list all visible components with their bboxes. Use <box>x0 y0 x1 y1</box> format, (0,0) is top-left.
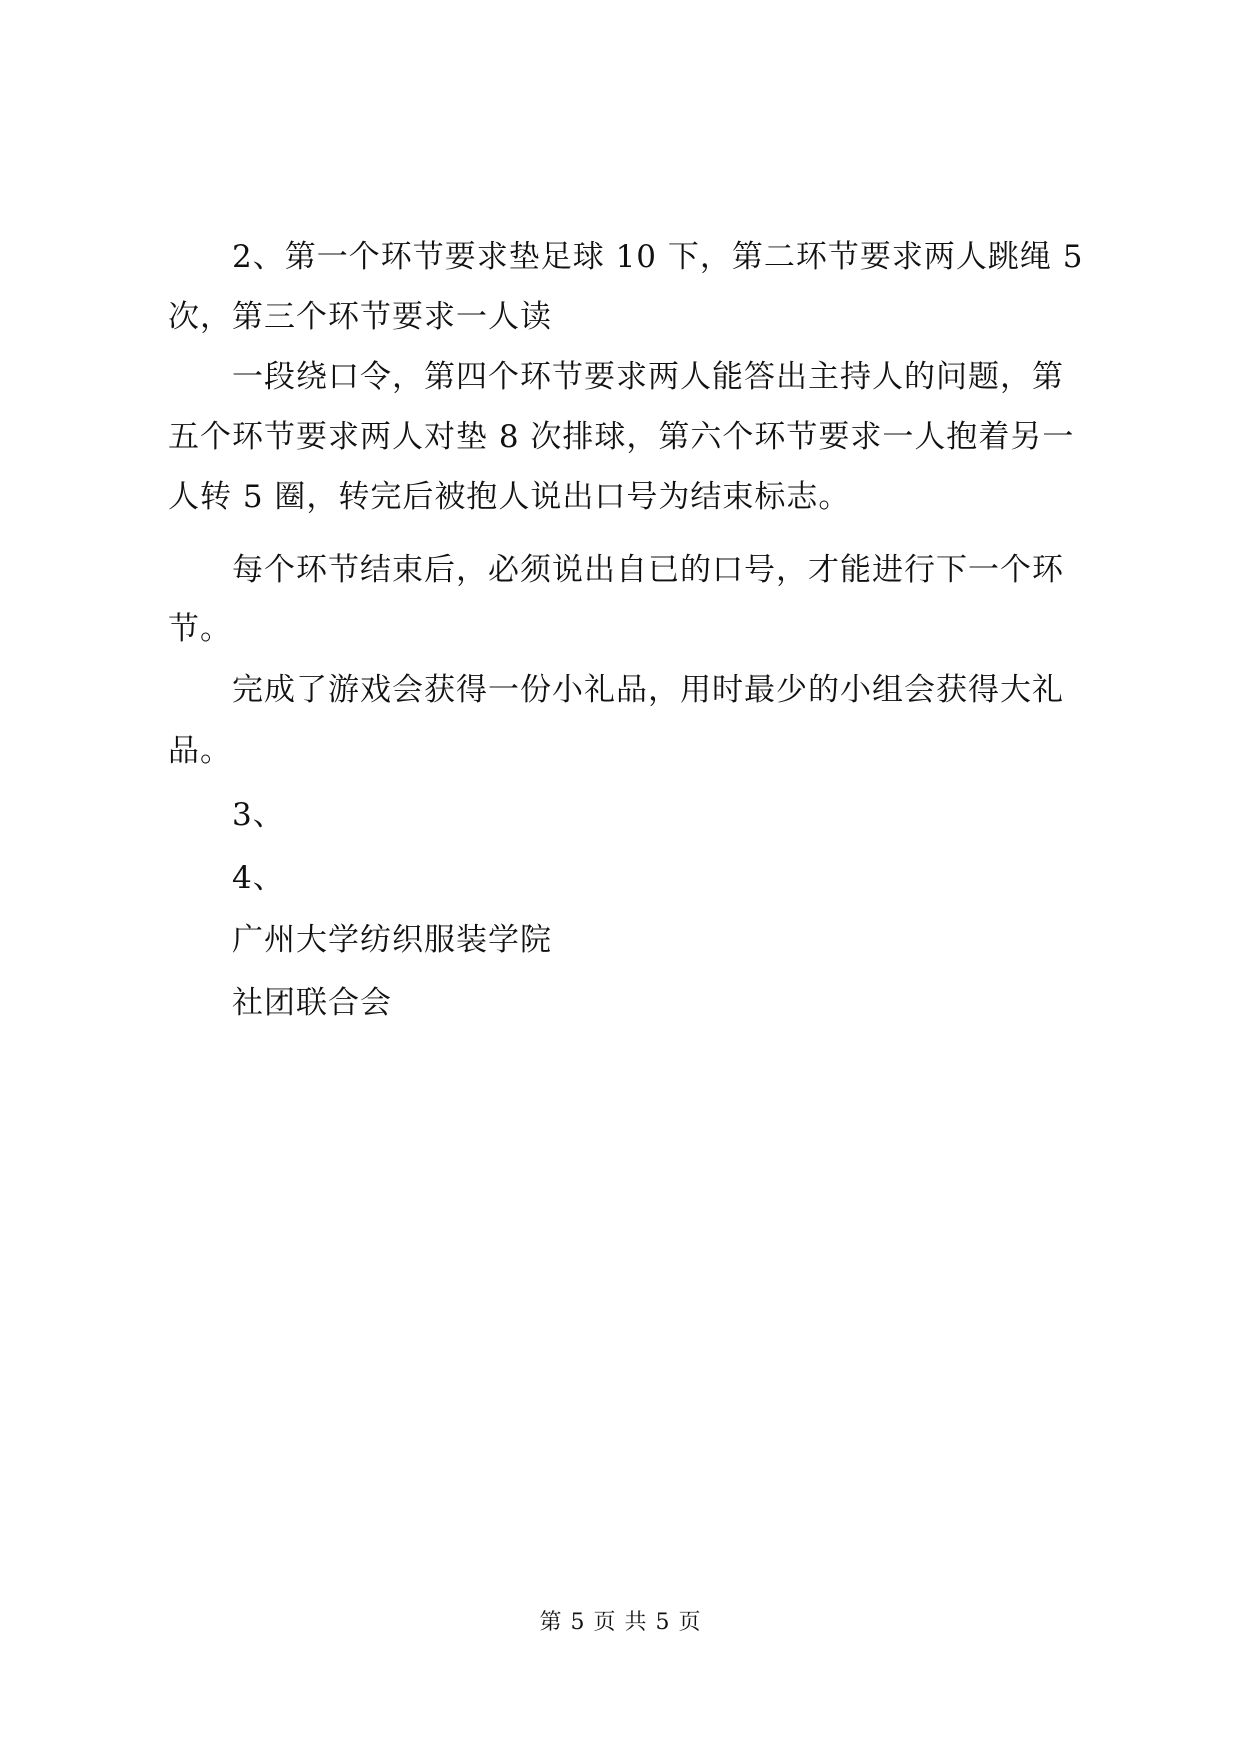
paragraph-1-line-2: 次，第三个环节要求一人读 <box>168 299 552 335</box>
item-4-heading: 4、 <box>232 860 285 896</box>
page-number-footer: 第 5 页 共 5 页 <box>539 1610 702 1635</box>
organization-name: 广州大学纺织服装学院 <box>232 922 552 958</box>
item-3-heading: 3、 <box>232 797 285 833</box>
paragraph-3-line-2: 节。 <box>168 611 232 647</box>
paragraph-4-line-2: 品。 <box>168 733 232 769</box>
paragraph-2-line-3: 人转 5 圈，转完后被抱人说出口号为结束标志。 <box>168 479 851 515</box>
paragraph-4-line-1: 完成了游戏会获得一份小礼品，用时最少的小组会获得大礼 <box>232 672 1064 708</box>
paragraph-2-line-2: 五个环节要求两人对垫 8 次排球，第六个环节要求一人抱着另一 <box>168 419 1075 455</box>
organization-sub-name: 社团联合会 <box>232 985 392 1021</box>
paragraph-2-line-1: 一段绕口令，第四个环节要求两人能答出主持人的问题，第 <box>232 359 1064 395</box>
paragraph-1-line-1: 2、第一个环节要求垫足球 10 下，第二环节要求两人跳绳 5 <box>232 239 1084 275</box>
paragraph-3-line-1: 每个环节结束后，必须说出自已的口号，才能进行下一个环 <box>232 552 1064 588</box>
